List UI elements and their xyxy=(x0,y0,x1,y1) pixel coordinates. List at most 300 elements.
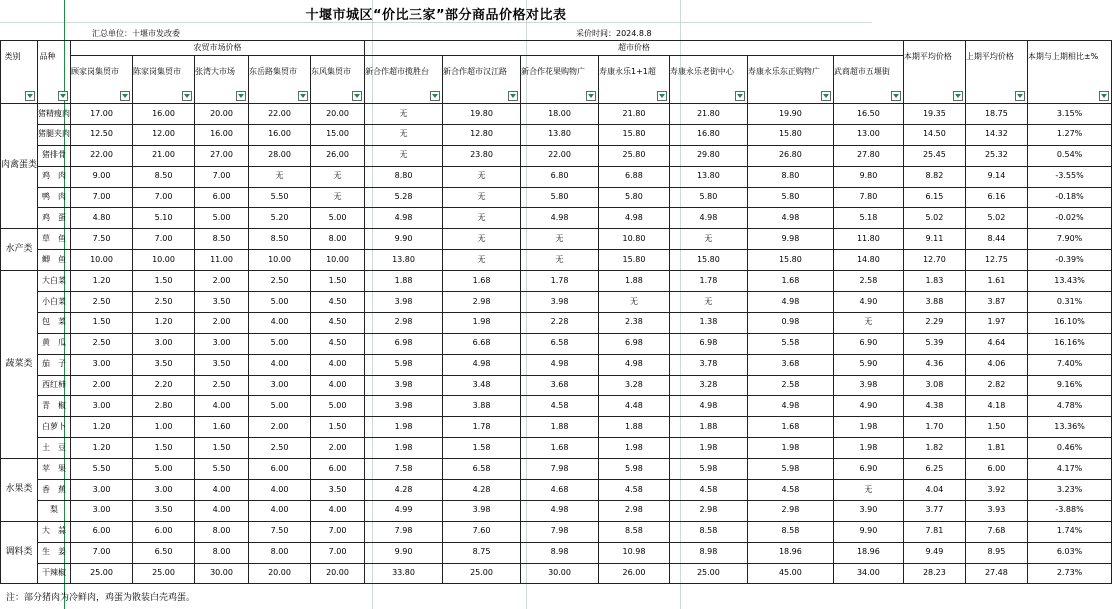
price-cell[interactable]: 25.00 xyxy=(71,563,133,584)
price-cell[interactable]: 6.68 xyxy=(443,333,521,354)
price-cell[interactable]: 28.00 xyxy=(249,145,311,166)
price-cell[interactable]: 1.98 xyxy=(669,438,747,459)
price-cell[interactable]: 1.78 xyxy=(521,271,599,292)
price-cell[interactable]: 11.80 xyxy=(833,229,903,250)
item-name-cell[interactable]: 梨 xyxy=(38,500,71,521)
price-cell[interactable]: 25.00 xyxy=(669,563,747,584)
price-cell[interactable]: 13.80 xyxy=(365,250,443,271)
price-cell[interactable]: 1.50 xyxy=(965,417,1027,438)
price-cell[interactable]: 17.00 xyxy=(71,104,133,125)
item-name-cell[interactable]: 大白菜 xyxy=(38,271,71,292)
price-cell[interactable]: 4.18 xyxy=(965,396,1027,417)
price-cell[interactable]: 3.98 xyxy=(365,292,443,313)
price-cell[interactable]: 5.00 xyxy=(249,333,311,354)
item-name-cell[interactable]: 香 蕉 xyxy=(38,480,71,501)
price-cell[interactable]: 5.00 xyxy=(311,396,365,417)
filter-dropdown-icon[interactable] xyxy=(1015,91,1025,101)
price-cell[interactable]: 2.29 xyxy=(903,312,965,333)
price-cell[interactable]: 1.20 xyxy=(71,417,133,438)
price-cell[interactable]: 16.00 xyxy=(249,124,311,145)
header-market[interactable] xyxy=(249,56,311,104)
price-cell[interactable]: 无 xyxy=(443,229,521,250)
price-cell[interactable]: 7.80 xyxy=(833,187,903,208)
price-cell[interactable]: 4.00 xyxy=(311,354,365,375)
category-cell[interactable]: 蔬菜类 xyxy=(1,271,38,459)
price-cell[interactable]: 18.75 xyxy=(965,104,1027,125)
price-cell[interactable]: 11.00 xyxy=(195,250,249,271)
price-cell[interactable]: 8.58 xyxy=(747,521,833,542)
filter-dropdown-icon[interactable] xyxy=(182,91,192,101)
price-cell[interactable]: 1.88 xyxy=(521,417,599,438)
price-cell[interactable]: 1.38 xyxy=(669,312,747,333)
price-cell[interactable]: 7.98 xyxy=(521,521,599,542)
price-cell[interactable]: 25.00 xyxy=(443,563,521,584)
price-cell[interactable]: 无 xyxy=(311,166,365,187)
header-market[interactable] xyxy=(71,56,133,104)
item-name-cell[interactable]: 草 鱼 xyxy=(38,229,71,250)
price-cell[interactable]: 1.60 xyxy=(195,417,249,438)
category-cell[interactable]: 水果类 xyxy=(1,459,38,522)
price-cell[interactable]: 2.50 xyxy=(71,292,133,313)
price-cell[interactable]: 3.77 xyxy=(903,500,965,521)
price-cell[interactable]: 2.00 xyxy=(195,271,249,292)
price-cell[interactable]: 34.00 xyxy=(833,563,903,584)
price-cell[interactable]: 4.98 xyxy=(599,354,670,375)
price-cell[interactable]: 20.00 xyxy=(195,104,249,125)
price-cell[interactable]: 5.50 xyxy=(71,459,133,480)
price-cell[interactable]: -3.88% xyxy=(1027,500,1111,521)
header-item[interactable] xyxy=(38,41,71,104)
price-cell[interactable]: 9.80 xyxy=(833,166,903,187)
price-cell[interactable]: 22.00 xyxy=(521,145,599,166)
price-cell[interactable]: 5.98 xyxy=(747,459,833,480)
price-cell[interactable]: 3.98 xyxy=(443,500,521,521)
price-cell[interactable]: -0.18% xyxy=(1027,187,1111,208)
header-market[interactable] xyxy=(133,56,195,104)
price-cell[interactable]: 8.75 xyxy=(443,542,521,563)
price-cell[interactable]: -3.55% xyxy=(1027,166,1111,187)
price-cell[interactable]: 14.50 xyxy=(903,124,965,145)
filter-dropdown-icon[interactable] xyxy=(953,91,963,101)
price-cell[interactable]: 无 xyxy=(443,250,521,271)
price-cell[interactable]: 5.90 xyxy=(833,354,903,375)
price-cell[interactable]: 2.58 xyxy=(833,271,903,292)
price-cell[interactable]: 7.00 xyxy=(133,187,195,208)
price-cell[interactable]: 4.98 xyxy=(365,208,443,229)
price-cell[interactable]: 12.80 xyxy=(443,124,521,145)
price-cell[interactable]: 5.00 xyxy=(133,459,195,480)
item-name-cell[interactable]: 鸡 蛋 xyxy=(38,208,71,229)
price-cell[interactable]: 5.80 xyxy=(599,187,670,208)
price-cell[interactable]: 8.58 xyxy=(599,521,670,542)
price-cell[interactable]: 9.14 xyxy=(965,166,1027,187)
price-cell[interactable]: 6.00 xyxy=(195,187,249,208)
item-name-cell[interactable]: 生 姜 xyxy=(38,542,71,563)
price-cell[interactable]: 1.50 xyxy=(195,438,249,459)
price-cell[interactable]: 1.68 xyxy=(521,438,599,459)
price-cell[interactable]: 3.50 xyxy=(195,354,249,375)
price-cell[interactable]: 3.28 xyxy=(669,375,747,396)
price-cell[interactable]: 4.80 xyxy=(71,208,133,229)
price-cell[interactable]: 1.20 xyxy=(133,312,195,333)
price-cell[interactable]: 4.90 xyxy=(833,292,903,313)
price-cell[interactable]: 27.00 xyxy=(195,145,249,166)
price-cell[interactable]: 6.98 xyxy=(365,333,443,354)
price-cell[interactable]: 25.00 xyxy=(133,563,195,584)
header-last-avg[interactable] xyxy=(965,41,1027,104)
price-cell[interactable]: 1.20 xyxy=(71,271,133,292)
price-cell[interactable]: 4.98 xyxy=(747,292,833,313)
price-cell[interactable]: 3.90 xyxy=(833,500,903,521)
price-cell[interactable]: 5.00 xyxy=(249,396,311,417)
price-cell[interactable]: 无 xyxy=(365,145,443,166)
item-name-cell[interactable]: 鸡 肉 xyxy=(38,166,71,187)
price-cell[interactable]: 6.98 xyxy=(669,333,747,354)
price-cell[interactable]: 9.11 xyxy=(903,229,965,250)
price-cell[interactable]: 20.00 xyxy=(311,104,365,125)
price-cell[interactable]: 2.80 xyxy=(133,396,195,417)
price-cell[interactable]: 26.00 xyxy=(599,563,670,584)
price-cell[interactable]: 4.98 xyxy=(669,396,747,417)
price-cell[interactable]: 8.98 xyxy=(521,542,599,563)
price-cell[interactable]: 2.98 xyxy=(443,292,521,313)
price-cell[interactable]: 8.98 xyxy=(669,542,747,563)
price-cell[interactable]: 4.98 xyxy=(599,208,670,229)
price-cell[interactable]: 无 xyxy=(311,187,365,208)
price-cell[interactable]: 4.90 xyxy=(833,396,903,417)
price-cell[interactable]: 18.96 xyxy=(833,542,903,563)
item-name-cell[interactable]: 小白菜 xyxy=(38,292,71,313)
price-cell[interactable]: 23.80 xyxy=(443,145,521,166)
price-cell[interactable]: 3.98 xyxy=(521,292,599,313)
price-cell[interactable]: 无 xyxy=(521,229,599,250)
price-cell[interactable]: 1.68 xyxy=(747,417,833,438)
price-cell[interactable]: 6.00 xyxy=(249,459,311,480)
price-cell[interactable]: 7.40% xyxy=(1027,354,1111,375)
item-name-cell[interactable]: 大 蒜 xyxy=(38,521,71,542)
header-market[interactable] xyxy=(521,56,599,104)
price-cell[interactable]: 4.98 xyxy=(669,208,747,229)
price-cell[interactable]: 4.78% xyxy=(1027,396,1111,417)
price-cell[interactable]: 4.00 xyxy=(249,500,311,521)
price-cell[interactable]: 13.80 xyxy=(521,124,599,145)
price-cell[interactable]: 1.00 xyxy=(133,417,195,438)
price-cell[interactable]: 33.80 xyxy=(365,563,443,584)
price-cell[interactable]: 4.00 xyxy=(311,375,365,396)
filter-dropdown-icon[interactable] xyxy=(821,91,831,101)
price-cell[interactable]: 21.00 xyxy=(133,145,195,166)
price-cell[interactable]: 5.98 xyxy=(599,459,670,480)
price-cell[interactable]: 7.68 xyxy=(965,521,1027,542)
price-cell[interactable]: 3.98 xyxy=(365,396,443,417)
price-cell[interactable]: 3.50 xyxy=(195,292,249,313)
filter-dropdown-icon[interactable] xyxy=(430,91,440,101)
price-cell[interactable]: 1.50 xyxy=(133,271,195,292)
header-change[interactable] xyxy=(1027,41,1111,104)
price-cell[interactable]: 5.50 xyxy=(195,459,249,480)
price-cell[interactable]: 2.00 xyxy=(195,312,249,333)
price-cell[interactable]: 3.68 xyxy=(747,354,833,375)
price-cell[interactable]: 4.99 xyxy=(365,500,443,521)
price-cell[interactable]: 1.88 xyxy=(365,271,443,292)
filter-dropdown-icon[interactable] xyxy=(508,91,518,101)
price-cell[interactable]: 3.68 xyxy=(521,375,599,396)
price-cell[interactable]: 15.80 xyxy=(669,250,747,271)
price-cell[interactable]: 4.98 xyxy=(521,354,599,375)
price-cell[interactable]: 无 xyxy=(833,312,903,333)
price-cell[interactable]: 7.00 xyxy=(195,166,249,187)
price-cell[interactable]: 12.00 xyxy=(133,124,195,145)
price-cell[interactable]: 3.00 xyxy=(249,375,311,396)
price-cell[interactable]: 3.00 xyxy=(71,354,133,375)
price-cell[interactable]: 2.00 xyxy=(71,375,133,396)
price-cell[interactable]: 3.28 xyxy=(599,375,670,396)
price-cell[interactable]: 22.00 xyxy=(249,104,311,125)
price-cell[interactable]: 1.20 xyxy=(71,438,133,459)
price-cell[interactable]: 12.50 xyxy=(71,124,133,145)
price-cell[interactable]: 4.38 xyxy=(903,396,965,417)
price-cell[interactable]: 4.98 xyxy=(747,396,833,417)
price-cell[interactable]: 6.03% xyxy=(1027,542,1111,563)
price-cell[interactable]: 19.90 xyxy=(747,104,833,125)
price-cell[interactable]: 1.97 xyxy=(965,312,1027,333)
price-cell[interactable]: 1.74% xyxy=(1027,521,1111,542)
item-name-cell[interactable]: 包 菜 xyxy=(38,312,71,333)
price-cell[interactable]: 1.70 xyxy=(903,417,965,438)
price-cell[interactable]: 16.00 xyxy=(133,104,195,125)
price-cell[interactable]: 6.00 xyxy=(965,459,1027,480)
price-cell[interactable]: 0.46% xyxy=(1027,438,1111,459)
header-market[interactable] xyxy=(365,56,443,104)
price-cell[interactable]: 10.00 xyxy=(249,250,311,271)
price-cell[interactable]: 10.00 xyxy=(71,250,133,271)
item-name-cell[interactable]: 黄 瓜 xyxy=(38,333,71,354)
price-cell[interactable]: 2.82 xyxy=(965,375,1027,396)
price-cell[interactable]: 21.80 xyxy=(599,104,670,125)
price-cell[interactable]: 5.80 xyxy=(521,187,599,208)
price-cell[interactable]: 8.00 xyxy=(195,542,249,563)
price-cell[interactable]: 3.50 xyxy=(311,480,365,501)
price-cell[interactable]: 0.31% xyxy=(1027,292,1111,313)
price-cell[interactable]: 1.50 xyxy=(311,271,365,292)
price-cell[interactable]: 18.00 xyxy=(521,104,599,125)
price-cell[interactable]: 无 xyxy=(669,229,747,250)
price-cell[interactable]: 4.06 xyxy=(965,354,1027,375)
header-current-avg[interactable] xyxy=(903,41,965,104)
header-market[interactable] xyxy=(747,56,833,104)
price-cell[interactable]: 5.10 xyxy=(133,208,195,229)
price-cell[interactable]: 1.88 xyxy=(669,417,747,438)
header-market[interactable] xyxy=(443,56,521,104)
price-cell[interactable]: 8.44 xyxy=(965,229,1027,250)
price-cell[interactable]: 5.02 xyxy=(903,208,965,229)
price-cell[interactable]: 4.58 xyxy=(521,396,599,417)
price-cell[interactable]: 4.58 xyxy=(747,480,833,501)
filter-dropdown-icon[interactable] xyxy=(298,91,308,101)
price-cell[interactable]: 5.18 xyxy=(833,208,903,229)
price-cell[interactable]: 3.98 xyxy=(365,375,443,396)
item-name-cell[interactable]: 土 豆 xyxy=(38,438,71,459)
price-cell[interactable]: 12.75 xyxy=(965,250,1027,271)
price-cell[interactable]: 4.58 xyxy=(599,480,670,501)
price-cell[interactable]: -0.39% xyxy=(1027,250,1111,271)
price-cell[interactable]: 3.08 xyxy=(903,375,965,396)
price-cell[interactable]: 29.80 xyxy=(669,145,747,166)
price-cell[interactable]: 7.90% xyxy=(1027,229,1111,250)
price-cell[interactable]: 12.70 xyxy=(903,250,965,271)
price-cell[interactable]: 1.98 xyxy=(747,438,833,459)
price-cell[interactable]: 8.00 xyxy=(311,229,365,250)
price-cell[interactable]: 3.87 xyxy=(965,292,1027,313)
price-cell[interactable]: -0.02% xyxy=(1027,208,1111,229)
price-cell[interactable]: 3.00 xyxy=(71,500,133,521)
price-cell[interactable]: 1.50 xyxy=(311,417,365,438)
category-cell[interactable]: 调料类 xyxy=(1,521,38,584)
price-cell[interactable]: 1.98 xyxy=(599,438,670,459)
filter-dropdown-icon[interactable] xyxy=(25,91,35,101)
price-cell[interactable]: 30.00 xyxy=(521,563,599,584)
price-cell[interactable]: 2.98 xyxy=(747,500,833,521)
price-cell[interactable]: 2.50 xyxy=(133,292,195,313)
price-cell[interactable]: 5.02 xyxy=(965,208,1027,229)
price-cell[interactable]: 16.16% xyxy=(1027,333,1111,354)
price-cell[interactable]: 7.00 xyxy=(133,229,195,250)
price-cell[interactable]: 7.00 xyxy=(311,542,365,563)
price-cell[interactable]: 14.32 xyxy=(965,124,1027,145)
price-cell[interactable]: 4.50 xyxy=(311,292,365,313)
price-cell[interactable]: 6.90 xyxy=(833,459,903,480)
price-cell[interactable]: 13.43% xyxy=(1027,271,1111,292)
price-cell[interactable]: 6.16 xyxy=(965,187,1027,208)
price-cell[interactable]: 2.50 xyxy=(249,271,311,292)
price-cell[interactable]: 30.00 xyxy=(195,563,249,584)
price-cell[interactable]: 45.00 xyxy=(747,563,833,584)
price-cell[interactable]: 1.78 xyxy=(669,271,747,292)
price-cell[interactable]: 8.58 xyxy=(669,521,747,542)
price-cell[interactable]: 4.00 xyxy=(195,396,249,417)
price-cell[interactable]: 2.98 xyxy=(365,312,443,333)
filter-dropdown-icon[interactable] xyxy=(586,91,596,101)
price-cell[interactable]: 3.92 xyxy=(965,480,1027,501)
price-cell[interactable]: 9.90 xyxy=(365,229,443,250)
price-cell[interactable]: 无 xyxy=(669,292,747,313)
price-cell[interactable]: 4.00 xyxy=(249,354,311,375)
price-cell[interactable]: 1.58 xyxy=(443,438,521,459)
price-cell[interactable]: 6.58 xyxy=(443,459,521,480)
price-cell[interactable]: 4.50 xyxy=(311,333,365,354)
price-cell[interactable]: 0.98 xyxy=(747,312,833,333)
price-cell[interactable]: 3.98 xyxy=(833,375,903,396)
price-cell[interactable]: 3.00 xyxy=(71,480,133,501)
price-cell[interactable]: 9.00 xyxy=(71,166,133,187)
price-cell[interactable]: 21.80 xyxy=(669,104,747,125)
price-cell[interactable]: 2.50 xyxy=(249,438,311,459)
price-cell[interactable]: 6.00 xyxy=(133,521,195,542)
price-cell[interactable]: 4.28 xyxy=(443,480,521,501)
price-cell[interactable]: 16.10% xyxy=(1027,312,1111,333)
price-cell[interactable]: 3.93 xyxy=(965,500,1027,521)
item-name-cell[interactable]: 鲫 鱼 xyxy=(38,250,71,271)
filter-dropdown-icon[interactable] xyxy=(735,91,745,101)
price-cell[interactable]: 2.50 xyxy=(195,375,249,396)
price-cell[interactable]: 15.80 xyxy=(599,124,670,145)
filter-dropdown-icon[interactable] xyxy=(120,91,130,101)
price-cell[interactable]: 2.20 xyxy=(133,375,195,396)
price-cell[interactable]: 2.58 xyxy=(747,375,833,396)
price-cell[interactable]: 3.88 xyxy=(903,292,965,313)
price-cell[interactable]: 1.98 xyxy=(443,312,521,333)
price-cell[interactable]: 8.50 xyxy=(195,229,249,250)
price-cell[interactable]: 2.98 xyxy=(669,500,747,521)
price-cell[interactable]: 4.48 xyxy=(599,396,670,417)
price-cell[interactable]: 5.20 xyxy=(249,208,311,229)
price-cell[interactable]: 14.80 xyxy=(833,250,903,271)
price-cell[interactable]: 3.50 xyxy=(133,354,195,375)
price-cell[interactable]: 5.80 xyxy=(747,187,833,208)
price-cell[interactable]: 无 xyxy=(365,124,443,145)
price-cell[interactable]: 4.00 xyxy=(195,500,249,521)
price-cell[interactable]: 2.28 xyxy=(521,312,599,333)
price-cell[interactable]: 13.80 xyxy=(669,166,747,187)
price-cell[interactable]: 8.50 xyxy=(133,166,195,187)
item-name-cell[interactable]: 猪排骨 xyxy=(38,145,71,166)
price-cell[interactable]: 10.80 xyxy=(599,229,670,250)
filter-dropdown-icon[interactable] xyxy=(236,91,246,101)
price-cell[interactable]: 7.58 xyxy=(365,459,443,480)
price-cell[interactable]: 7.98 xyxy=(365,521,443,542)
price-cell[interactable]: 5.28 xyxy=(365,187,443,208)
price-cell[interactable]: 27.48 xyxy=(965,563,1027,584)
price-cell[interactable]: 25.32 xyxy=(965,145,1027,166)
price-cell[interactable]: 无 xyxy=(443,166,521,187)
price-cell[interactable]: 3.23% xyxy=(1027,480,1111,501)
price-cell[interactable]: 4.04 xyxy=(903,480,965,501)
price-cell[interactable]: 3.00 xyxy=(71,396,133,417)
price-cell[interactable]: 1.50 xyxy=(71,312,133,333)
price-cell[interactable]: 16.00 xyxy=(195,124,249,145)
price-cell[interactable]: 16.80 xyxy=(669,124,747,145)
price-cell[interactable]: 4.98 xyxy=(443,354,521,375)
price-cell[interactable]: 7.98 xyxy=(521,459,599,480)
price-cell[interactable]: 无 xyxy=(521,250,599,271)
price-cell[interactable]: 15.80 xyxy=(599,250,670,271)
price-cell[interactable]: 1.83 xyxy=(903,271,965,292)
price-cell[interactable]: 无 xyxy=(443,187,521,208)
price-cell[interactable]: 6.90 xyxy=(833,333,903,354)
price-cell[interactable]: 7.81 xyxy=(903,521,965,542)
price-cell[interactable]: 9.98 xyxy=(747,229,833,250)
price-cell[interactable]: 4.00 xyxy=(249,480,311,501)
item-name-cell[interactable]: 西红柿 xyxy=(38,375,71,396)
item-name-cell[interactable]: 猪精瘦肉 xyxy=(38,104,71,125)
price-cell[interactable]: 4.98 xyxy=(521,208,599,229)
price-cell[interactable]: 5.39 xyxy=(903,333,965,354)
price-cell[interactable]: 6.00 xyxy=(311,459,365,480)
price-cell[interactable]: 3.15% xyxy=(1027,104,1111,125)
header-market[interactable] xyxy=(669,56,747,104)
filter-dropdown-icon[interactable] xyxy=(891,91,901,101)
filter-dropdown-icon[interactable] xyxy=(58,91,68,101)
price-cell[interactable]: 2.50 xyxy=(71,333,133,354)
price-cell[interactable]: 3.50 xyxy=(133,500,195,521)
price-cell[interactable]: 0.54% xyxy=(1027,145,1111,166)
price-cell[interactable]: 9.90 xyxy=(833,521,903,542)
price-cell[interactable]: 1.98 xyxy=(365,417,443,438)
price-cell[interactable]: 7.50 xyxy=(71,229,133,250)
price-cell[interactable]: 19.35 xyxy=(903,104,965,125)
price-cell[interactable]: 4.50 xyxy=(311,312,365,333)
price-cell[interactable]: 15.00 xyxy=(311,124,365,145)
